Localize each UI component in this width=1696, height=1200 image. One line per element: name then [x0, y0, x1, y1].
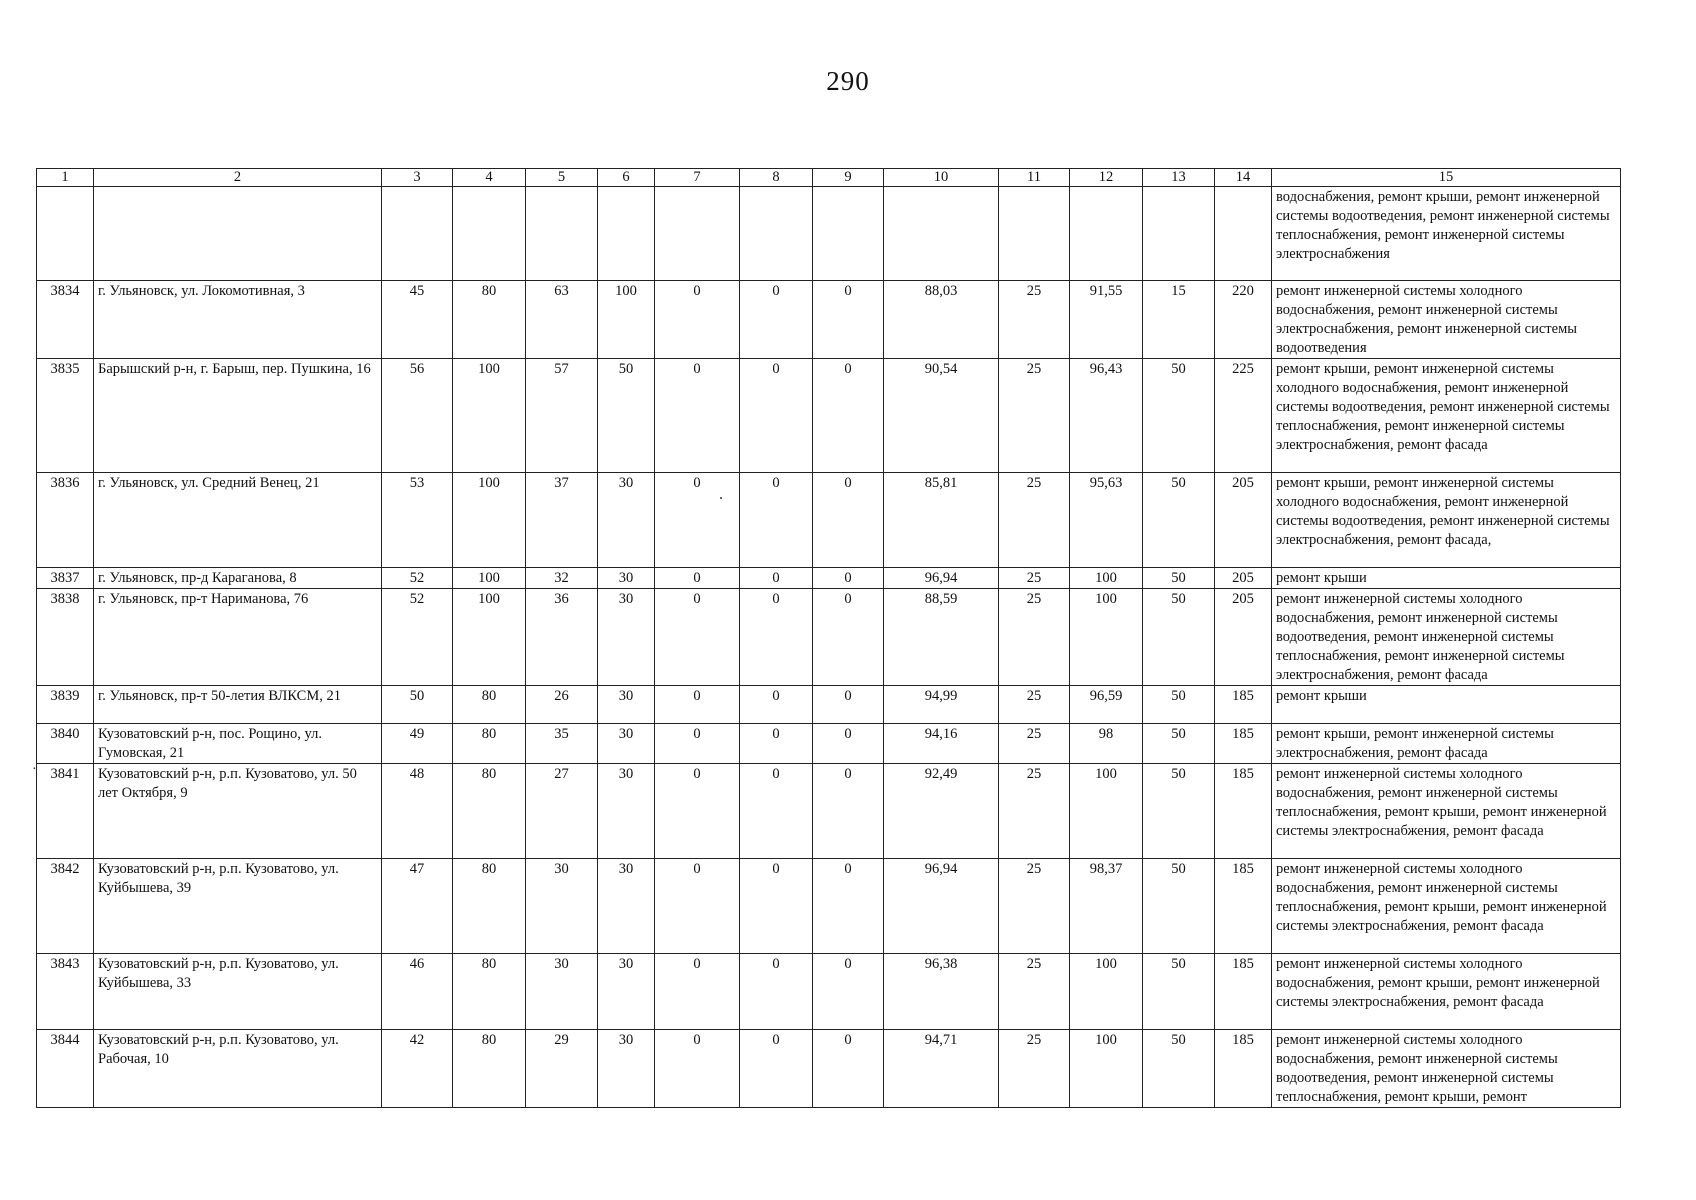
value-cell-col-8: 0: [740, 859, 813, 954]
row-number: 3841: [37, 764, 94, 859]
value-cell-col-3: 53: [382, 473, 453, 568]
table-row: [37, 281, 1621, 359]
value-cell-col-5: 57: [526, 359, 598, 473]
scan-speck: [720, 497, 722, 499]
value-cell-col-12: 96,43: [1070, 359, 1143, 473]
value-cell-col-4: 100: [453, 589, 526, 686]
value-cell-col-14: 205: [1215, 568, 1272, 589]
works-cell: ремонт крыши, ремонт инженерной системы холодного водоснабжения, ремонт инженерной системы водоотведения, ремонт инженерной системы теплоснабжения, ремонт инженерной системы электроснабжения, ремонт фасада: [1272, 359, 1621, 473]
value-cell-col-12: 100: [1070, 954, 1143, 1030]
value-cell-col-12: [1070, 187, 1143, 281]
value-cell-col-12: 91,55: [1070, 281, 1143, 359]
value-cell-col-10: 96,38: [884, 954, 999, 1030]
value-cell-col-7: 0: [655, 1030, 740, 1108]
works-cell: ремонт инженерной системы холодного водоснабжения, ремонт инженерной системы водоотведения, ремонт инженерной системы теплоснабжения, ремонт инженерной системы электроснабжения, ремонт фасада: [1272, 589, 1621, 686]
value-cell-col-7: [655, 187, 740, 281]
value-cell-col-11: 25: [999, 1030, 1070, 1108]
value-cell-col-5: 27: [526, 764, 598, 859]
value-cell-col-13: 50: [1143, 473, 1215, 568]
value-cell-col-11: 25: [999, 359, 1070, 473]
value-cell-col-5: 35: [526, 724, 598, 764]
column-header: 11: [999, 169, 1070, 187]
value-cell-col-4: 100: [453, 473, 526, 568]
table-row: [37, 954, 1621, 1030]
value-cell-col-4: 80: [453, 1030, 526, 1108]
value-cell-col-12: 100: [1070, 764, 1143, 859]
column-header: 6: [598, 169, 655, 187]
address-cell: Кузоватовский р-н, р.п. Кузоватово, ул. 50 лет Октября, 9: [94, 764, 382, 859]
value-cell-col-10: 92,49: [884, 764, 999, 859]
value-cell-col-11: 25: [999, 954, 1070, 1030]
value-cell-col-3: 42: [382, 1030, 453, 1108]
row-number: 3835: [37, 359, 94, 473]
value-cell-col-6: 30: [598, 1030, 655, 1108]
value-cell-col-8: 0: [740, 281, 813, 359]
address-cell: Кузоватовский р-н, р.п. Кузоватово, ул. Куйбышева, 33: [94, 954, 382, 1030]
table-row: [37, 473, 1621, 568]
works-cell: ремонт крыши: [1272, 568, 1621, 589]
value-cell-col-6: [598, 187, 655, 281]
value-cell-col-6: 30: [598, 954, 655, 1030]
value-cell-col-4: 80: [453, 764, 526, 859]
value-cell-col-7: 0: [655, 954, 740, 1030]
row-number: 3838: [37, 589, 94, 686]
address-cell: Кузоватовский р-н, пос. Рощино, ул. Гумовская, 21: [94, 724, 382, 764]
value-cell-col-11: 25: [999, 568, 1070, 589]
value-cell-col-12: 98: [1070, 724, 1143, 764]
value-cell-col-7: 0: [655, 359, 740, 473]
value-cell-col-7: 0: [655, 473, 740, 568]
value-cell-col-12: 95,63: [1070, 473, 1143, 568]
value-cell-col-5: 32: [526, 568, 598, 589]
value-cell-col-13: 50: [1143, 764, 1215, 859]
column-header: 8: [740, 169, 813, 187]
value-cell-col-11: 25: [999, 859, 1070, 954]
value-cell-col-5: 29: [526, 1030, 598, 1108]
address-cell: [94, 187, 382, 281]
address-cell: г. Ульяновск, пр-т 50-летия ВЛКСМ, 21: [94, 686, 382, 724]
value-cell-col-6: 30: [598, 764, 655, 859]
value-cell-col-13: [1143, 187, 1215, 281]
address-cell: г. Ульяновск, ул. Средний Венец, 21: [94, 473, 382, 568]
table-row: [37, 1030, 1621, 1108]
value-cell-col-11: 25: [999, 281, 1070, 359]
value-cell-col-9: 0: [813, 473, 884, 568]
works-cell: водоснабжения, ремонт крыши, ремонт инженерной системы водоотведения, ремонт инженерной системы теплоснабжения, ремонт инженерной системы электроснабжения: [1272, 187, 1621, 281]
address-cell: Барышский р-н, г. Барыш, пер. Пушкина, 16: [94, 359, 382, 473]
row-number: 3836: [37, 473, 94, 568]
value-cell-col-14: 205: [1215, 589, 1272, 686]
value-cell-col-8: [740, 187, 813, 281]
value-cell-col-10: [884, 187, 999, 281]
value-cell-col-13: 50: [1143, 359, 1215, 473]
value-cell-col-5: 36: [526, 589, 598, 686]
table-row: [37, 568, 1621, 589]
value-cell-col-13: 15: [1143, 281, 1215, 359]
row-number: 3837: [37, 568, 94, 589]
column-header: 7: [655, 169, 740, 187]
row-number: 3839: [37, 686, 94, 724]
table-row: [37, 764, 1621, 859]
value-cell-col-5: 30: [526, 859, 598, 954]
value-cell-col-14: 185: [1215, 764, 1272, 859]
value-cell-col-9: 0: [813, 724, 884, 764]
value-cell-col-12: 100: [1070, 589, 1143, 686]
works-cell: ремонт инженерной системы холодного водоснабжения, ремонт инженерной системы теплоснабжения, ремонт крыши, ремонт инженерной системы электроснабжения, ремонт фасада: [1272, 859, 1621, 954]
value-cell-col-9: 0: [813, 764, 884, 859]
address-cell: Кузоватовский р-н, р.п. Кузоватово, ул. Куйбышева, 39: [94, 859, 382, 954]
value-cell-col-13: 50: [1143, 1030, 1215, 1108]
value-cell-col-5: 63: [526, 281, 598, 359]
value-cell-col-4: 80: [453, 281, 526, 359]
value-cell-col-9: 0: [813, 954, 884, 1030]
value-cell-col-14: [1215, 187, 1272, 281]
works-cell: ремонт инженерной системы холодного водоснабжения, ремонт инженерной системы водоотведения, ремонт инженерной системы теплоснабжения, ремонт крыши, ремонт: [1272, 1030, 1621, 1108]
value-cell-col-4: 80: [453, 859, 526, 954]
value-cell-col-7: 0: [655, 281, 740, 359]
row-number: 3844: [37, 1030, 94, 1108]
value-cell-col-6: 30: [598, 568, 655, 589]
row-number: 3843: [37, 954, 94, 1030]
table-row: [37, 187, 1621, 281]
value-cell-col-10: 88,59: [884, 589, 999, 686]
value-cell-col-3: 50: [382, 686, 453, 724]
value-cell-col-5: 37: [526, 473, 598, 568]
column-header: 12: [1070, 169, 1143, 187]
value-cell-col-5: [526, 187, 598, 281]
value-cell-col-10: 94,99: [884, 686, 999, 724]
value-cell-col-3: 49: [382, 724, 453, 764]
value-cell-col-8: 0: [740, 589, 813, 686]
value-cell-col-9: 0: [813, 281, 884, 359]
works-cell: ремонт крыши: [1272, 686, 1621, 724]
value-cell-col-8: 0: [740, 954, 813, 1030]
value-cell-col-9: 0: [813, 686, 884, 724]
value-cell-col-4: 100: [453, 568, 526, 589]
value-cell-col-9: 0: [813, 359, 884, 473]
value-cell-col-4: 80: [453, 954, 526, 1030]
works-cell: ремонт крыши, ремонт инженерной системы электроснабжения, ремонт фасада: [1272, 724, 1621, 764]
value-cell-col-4: 80: [453, 686, 526, 724]
value-cell-col-11: 25: [999, 589, 1070, 686]
column-header: 15: [1272, 169, 1621, 187]
works-cell: ремонт крыши, ремонт инженерной системы холодного водоснабжения, ремонт инженерной системы водоотведения, ремонт инженерной системы электроснабжения, ремонт фасада,: [1272, 473, 1621, 568]
value-cell-col-8: 0: [740, 568, 813, 589]
value-cell-col-9: [813, 187, 884, 281]
value-cell-col-9: 0: [813, 859, 884, 954]
table-row: [37, 589, 1621, 686]
value-cell-col-10: 96,94: [884, 859, 999, 954]
value-cell-col-14: 185: [1215, 859, 1272, 954]
value-cell-col-11: 25: [999, 724, 1070, 764]
row-number: 3842: [37, 859, 94, 954]
value-cell-col-13: 50: [1143, 724, 1215, 764]
value-cell-col-6: 30: [598, 589, 655, 686]
registry-table: [36, 168, 1621, 1108]
value-cell-col-4: 80: [453, 724, 526, 764]
value-cell-col-8: 0: [740, 473, 813, 568]
value-cell-col-8: 0: [740, 1030, 813, 1108]
value-cell-col-6: 30: [598, 686, 655, 724]
table-row: [37, 359, 1621, 473]
address-cell: г. Ульяновск, пр-д Караганова, 8: [94, 568, 382, 589]
value-cell-col-3: 46: [382, 954, 453, 1030]
value-cell-col-7: 0: [655, 589, 740, 686]
column-header: 9: [813, 169, 884, 187]
value-cell-col-3: 56: [382, 359, 453, 473]
value-cell-col-11: 25: [999, 764, 1070, 859]
value-cell-col-14: 185: [1215, 1030, 1272, 1108]
address-cell: г. Ульяновск, ул. Локомотивная, 3: [94, 281, 382, 359]
value-cell-col-4: [453, 187, 526, 281]
value-cell-col-8: 0: [740, 724, 813, 764]
column-header: 5: [526, 169, 598, 187]
column-header: 3: [382, 169, 453, 187]
value-cell-col-14: 220: [1215, 281, 1272, 359]
value-cell-col-7: 0: [655, 859, 740, 954]
value-cell-col-8: 0: [740, 764, 813, 859]
table-row: [37, 724, 1621, 764]
row-number: [37, 187, 94, 281]
column-header: 10: [884, 169, 999, 187]
value-cell-col-7: 0: [655, 568, 740, 589]
value-cell-col-6: 30: [598, 724, 655, 764]
value-cell-col-12: 100: [1070, 1030, 1143, 1108]
value-cell-col-13: 50: [1143, 859, 1215, 954]
value-cell-col-14: 185: [1215, 724, 1272, 764]
value-cell-col-7: 0: [655, 686, 740, 724]
value-cell-col-8: 0: [740, 359, 813, 473]
scan-mark: ·: [32, 762, 37, 777]
header-row: [37, 169, 1621, 187]
value-cell-col-10: 88,03: [884, 281, 999, 359]
row-number: 3834: [37, 281, 94, 359]
row-number: 3840: [37, 724, 94, 764]
value-cell-col-4: 100: [453, 359, 526, 473]
value-cell-col-3: 47: [382, 859, 453, 954]
column-header: 14: [1215, 169, 1272, 187]
value-cell-col-10: 94,16: [884, 724, 999, 764]
value-cell-col-10: 85,81: [884, 473, 999, 568]
column-header: 1: [37, 169, 94, 187]
value-cell-col-8: 0: [740, 686, 813, 724]
value-cell-col-12: 96,59: [1070, 686, 1143, 724]
value-cell-col-14: 225: [1215, 359, 1272, 473]
table-row: [37, 859, 1621, 954]
works-cell: ремонт инженерной системы холодного водоснабжения, ремонт крыши, ремонт инженерной системы электроснабжения, ремонт фасада: [1272, 954, 1621, 1030]
value-cell-col-3: 45: [382, 281, 453, 359]
value-cell-col-14: 185: [1215, 954, 1272, 1030]
column-header: 2: [94, 169, 382, 187]
value-cell-col-9: 0: [813, 589, 884, 686]
value-cell-col-12: 98,37: [1070, 859, 1143, 954]
value-cell-col-9: 0: [813, 1030, 884, 1108]
value-cell-col-13: 50: [1143, 568, 1215, 589]
value-cell-col-11: 25: [999, 473, 1070, 568]
value-cell-col-13: 50: [1143, 686, 1215, 724]
column-header: 13: [1143, 169, 1215, 187]
value-cell-col-7: 0: [655, 764, 740, 859]
value-cell-col-14: 205: [1215, 473, 1272, 568]
page-number: 290: [826, 66, 870, 96]
value-cell-col-13: 50: [1143, 954, 1215, 1030]
table-row: [37, 686, 1621, 724]
value-cell-col-10: 96,94: [884, 568, 999, 589]
value-cell-col-14: 185: [1215, 686, 1272, 724]
value-cell-col-6: 100: [598, 281, 655, 359]
value-cell-col-5: 26: [526, 686, 598, 724]
address-cell: г. Ульяновск, пр-т Нариманова, 76: [94, 589, 382, 686]
value-cell-col-6: 30: [598, 859, 655, 954]
value-cell-col-10: 94,71: [884, 1030, 999, 1108]
column-header: 4: [453, 169, 526, 187]
value-cell-col-9: 0: [813, 568, 884, 589]
value-cell-col-3: 52: [382, 568, 453, 589]
value-cell-col-11: 25: [999, 686, 1070, 724]
value-cell-col-7: 0: [655, 724, 740, 764]
value-cell-col-13: 50: [1143, 589, 1215, 686]
value-cell-col-12: 100: [1070, 568, 1143, 589]
value-cell-col-5: 30: [526, 954, 598, 1030]
value-cell-col-3: [382, 187, 453, 281]
works-cell: ремонт инженерной системы холодного водоснабжения, ремонт инженерной системы электроснабжения, ремонт инженерной системы водоотведения: [1272, 281, 1621, 359]
value-cell-col-10: 90,54: [884, 359, 999, 473]
value-cell-col-6: 30: [598, 473, 655, 568]
address-cell: Кузоватовский р-н, р.п. Кузоватово, ул. Рабочая, 10: [94, 1030, 382, 1108]
value-cell-col-6: 50: [598, 359, 655, 473]
value-cell-col-11: [999, 187, 1070, 281]
value-cell-col-3: 48: [382, 764, 453, 859]
value-cell-col-3: 52: [382, 589, 453, 686]
works-cell: ремонт инженерной системы холодного водоснабжения, ремонт инженерной системы теплоснабжения, ремонт крыши, ремонт инженерной системы электроснабжения, ремонт фасада: [1272, 764, 1621, 859]
